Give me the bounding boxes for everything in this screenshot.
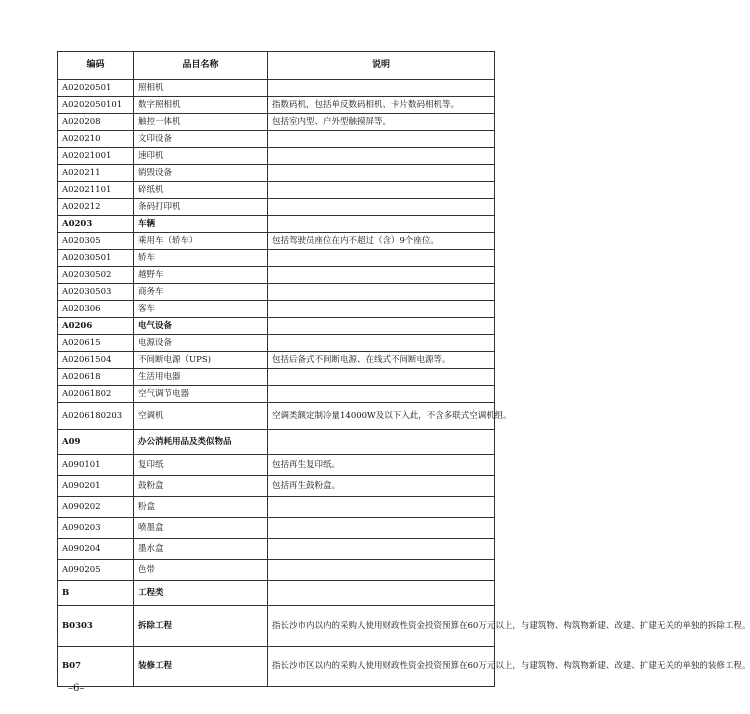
row-description [268,518,495,539]
row-code: A020306 [58,301,134,318]
row-code: A090204 [58,539,134,560]
header-item-name: 品目名称 [134,52,268,80]
row-code: A02061504 [58,352,134,369]
table-row [58,539,495,560]
row-code: A0206180203 [58,403,134,430]
row-description [268,335,495,352]
row-description [268,318,495,335]
table-row [58,318,495,335]
row-code: A020305 [58,233,134,250]
table-row [58,606,495,647]
table-row [58,250,495,267]
row-item-name: 工程类 [134,581,268,606]
table-row [58,581,495,606]
row-description [268,539,495,560]
row-item-name: 速印机 [134,148,268,165]
row-code: B07 [58,647,134,687]
table-row [58,352,495,369]
row-item-name: 文印设备 [134,131,268,148]
row-code: A02030503 [58,284,134,301]
document-page [57,51,750,687]
table-row [58,165,495,182]
row-code: A020212 [58,199,134,216]
row-description: 包括后备式不间断电源、在线式不间断电源等。 [268,352,495,369]
row-code: A02030502 [58,267,134,284]
row-item-name: 越野车 [134,267,268,284]
row-description [268,560,495,581]
row-item-name: 商务车 [134,284,268,301]
row-item-name: 色带 [134,560,268,581]
row-item-name: 触控一体机 [134,114,268,131]
row-code: B0303 [58,606,134,647]
row-item-name: 复印纸 [134,455,268,476]
table-row [58,284,495,301]
table-row [58,267,495,284]
row-code: A020211 [58,165,134,182]
row-description [268,430,495,455]
row-item-name: 数字照相机 [134,97,268,114]
row-code: A0203 [58,216,134,233]
row-code: A090202 [58,497,134,518]
row-description [268,267,495,284]
table-row [58,560,495,581]
row-item-name: 空气调节电器 [134,386,268,403]
row-description: 包括再生鼓粉盒。 [268,476,495,497]
row-item-name: 轿车 [134,250,268,267]
row-description [268,199,495,216]
row-description [268,131,495,148]
table-row [58,301,495,318]
row-description [268,497,495,518]
row-item-name: 照相机 [134,80,268,97]
table-row [58,216,495,233]
table-row [58,335,495,352]
row-description: 指数码机，包括单反数码相机、卡片数码相机等。 [268,97,495,114]
row-code: A0202050101 [58,97,134,114]
header-description: 说明 [268,52,495,80]
row-description: 包括室内型、户外型触摸屏等。 [268,114,495,131]
row-item-name: 装修工程 [134,647,268,687]
table-row [58,403,495,430]
row-code: A090201 [58,476,134,497]
table-row [58,430,495,455]
row-code: A09 [58,430,134,455]
row-item-name: 电源设备 [134,335,268,352]
row-code: A020210 [58,131,134,148]
row-description [268,301,495,318]
row-item-name: 墨水盒 [134,539,268,560]
row-item-name: 乘用车（轿车） [134,233,268,250]
table-header-row [58,52,495,80]
row-item-name: 粉盒 [134,497,268,518]
table-row [58,518,495,539]
row-item-name: 车辆 [134,216,268,233]
table-row [58,497,495,518]
table-row [58,114,495,131]
row-description: 指长沙市内以内的采购人使用财政性资金投资预算在60万元以上，与建筑物、构筑物新建、改建、扩建无关的单独的拆除工程。 [268,606,495,647]
row-description [268,148,495,165]
header-code: 编码 [58,52,134,80]
table-row [58,97,495,114]
row-code: A020615 [58,335,134,352]
table-row [58,455,495,476]
row-code: A02061802 [58,386,134,403]
table-row [58,148,495,165]
table-row [58,476,495,497]
table-row [58,386,495,403]
row-code: A090101 [58,455,134,476]
row-code: A02020501 [58,80,134,97]
row-code: A02030501 [58,250,134,267]
row-item-name: 办公消耗用品及类似物品 [134,430,268,455]
row-description: 包括驾驶员座位在内不超过（含）9个座位。 [268,233,495,250]
row-item-name: 条码打印机 [134,199,268,216]
row-description [268,581,495,606]
row-item-name: 鼓粉盒 [134,476,268,497]
row-item-name: 拆除工程 [134,606,268,647]
row-description [268,386,495,403]
row-description [268,250,495,267]
row-item-name: 生活用电器 [134,369,268,386]
row-item-name: 销毁设备 [134,165,268,182]
row-description: 指长沙市区以内的采购人使用财政性资金投资预算在60万元以上，与建筑物、构筑物新建、改建、扩建无关的单独的装修工程。 [268,647,495,687]
table-row [58,182,495,199]
row-item-name: 碎纸机 [134,182,268,199]
row-description: 空调类额定制冷量14000W及以下入此，不含多联式空调机组。 [268,403,495,430]
table-row [58,233,495,250]
row-code: A020208 [58,114,134,131]
page-number: –6– [68,683,85,694]
row-code: A02021101 [58,182,134,199]
row-description [268,284,495,301]
row-code: A090203 [58,518,134,539]
row-code: A020618 [58,369,134,386]
table-row [58,199,495,216]
row-item-name: 喷墨盒 [134,518,268,539]
procurement-catalog-table [57,51,750,687]
table-row [58,80,495,97]
row-item-name: 空调机 [134,403,268,430]
row-description [268,369,495,386]
table-row [58,647,495,687]
row-code: A0206 [58,318,134,335]
table-row [58,369,495,386]
row-code: A02021001 [58,148,134,165]
row-code: B [58,581,134,606]
row-description [268,216,495,233]
row-item-name: 不间断电源（UPS) [134,352,268,369]
row-description: 包括再生复印纸。 [268,455,495,476]
row-item-name: 电气设备 [134,318,268,335]
row-description [268,80,495,97]
row-item-name: 客车 [134,301,268,318]
row-description [268,182,495,199]
row-code: A090205 [58,560,134,581]
table-row [58,131,495,148]
row-description [268,165,495,182]
